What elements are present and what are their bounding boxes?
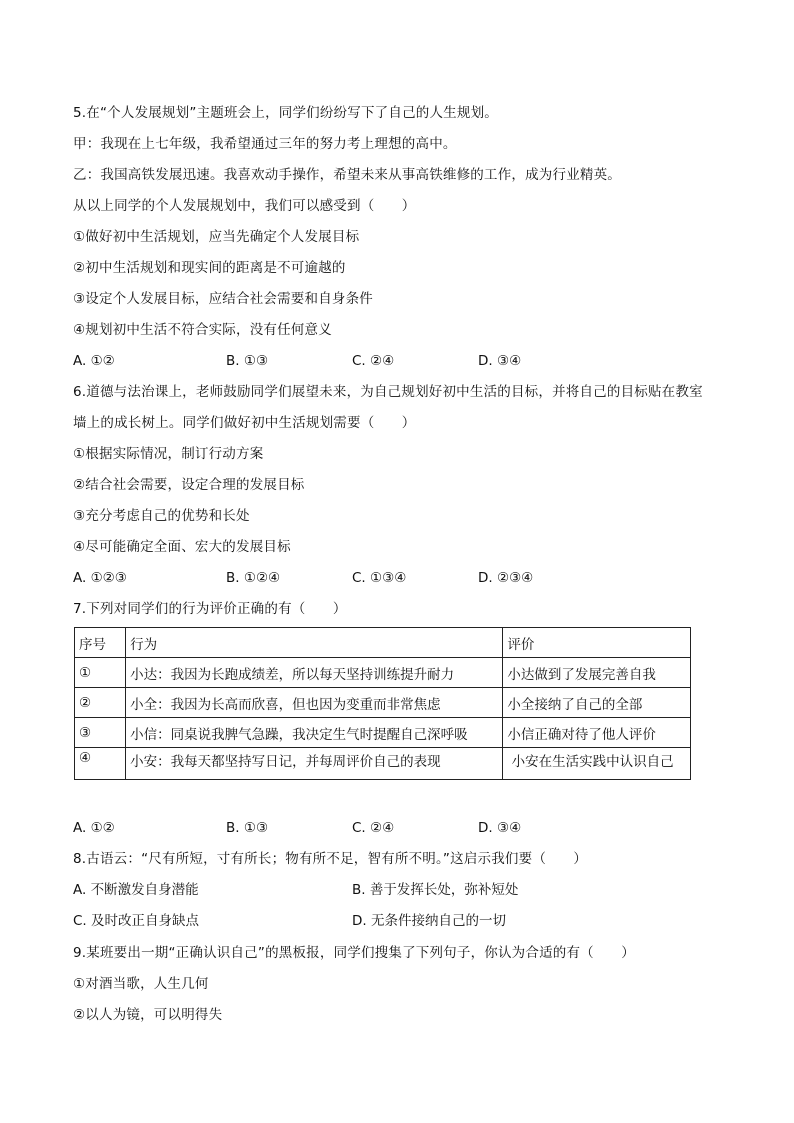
q7-option-a: A. ①② (73, 820, 115, 836)
q9-item-1: ①对酒当歌，人生几何 (73, 976, 209, 992)
q8-stem: 8.古语云：“尺有所短，寸有所长；物有所不足，智有所不明。”这启示我们要（ ） (73, 851, 588, 867)
q6-item-4: ④尽可能确定全面、宏大的发展目标 (73, 539, 291, 555)
table-row (75, 688, 691, 718)
col-header-evaluation: 评价 (503, 628, 691, 658)
row-number: ① (75, 658, 126, 688)
q6-item-1: ①根据实际情况，制订行动方案 (73, 446, 264, 462)
q6-stem-line1: 6.道德与法治课上，老师鼓励同学们展望未来，为自己规划好初中生活的目标，并将自己的目标贴在教室 (73, 384, 703, 400)
q5-option-d: D. ③④ (478, 353, 522, 369)
q8-option-c: C. 及时改正自身缺点 (73, 913, 200, 929)
row-evaluation: 小信正确对待了他人评价 (503, 718, 691, 748)
q6-option-c: C. ①③④ (352, 570, 407, 586)
table-header-row (75, 628, 691, 658)
q8-option-a: A. 不断激发自身潜能 (73, 882, 199, 898)
q7-option-d: D. ③④ (478, 820, 522, 836)
q8-option-b: B. 善于发挥长处，弥补短处 (352, 882, 519, 898)
q5-item-4: ④规划初中生活不符合实际，没有任何意义 (73, 322, 332, 338)
q7-option-b: B. ①③ (226, 820, 269, 836)
q5-student-b: 乙：我国高铁发展迅速。我喜欢动手操作，希望未来从事高铁维修的工作，成为行业精英。 (73, 167, 621, 183)
q7-stem: 7.下列对同学们的行为评价正确的有（ ） (73, 601, 347, 617)
row-evaluation: 小达做到了发展完善自我 (503, 658, 691, 688)
q9-item-2: ②以人为镜，可以明得失 (73, 1007, 223, 1023)
q8-option-d: D. 无条件接纳自己的一切 (352, 913, 506, 929)
q6-option-d: D. ②③④ (478, 570, 534, 586)
table-row (75, 748, 691, 780)
q6-item-2: ②结合社会需要，设定合理的发展目标 (73, 477, 305, 493)
q5-option-c: C. ②④ (352, 353, 395, 369)
row-behavior: 小全：我因为长高而欣喜，但也因为变重而非常焦虑 (126, 688, 503, 718)
row-behavior: 小安：我每天都坚持写日记，并每周评价自己的表现 (126, 748, 503, 780)
q5-student-a: 甲：我现在上七年级，我希望通过三年的努力考上理想的高中。 (73, 136, 457, 152)
q6-option-b: B. ①②④ (226, 570, 281, 586)
q5-item-3: ③设定个人发展目标，应结合社会需要和自身条件 (73, 291, 374, 307)
row-number: ③ (75, 718, 126, 748)
row-evaluation: 小全接纳了自己的全部 (503, 688, 691, 718)
q5-stem: 5.在“个人发展规划”主题班会上，同学们纷纷写下了自己的人生规划。 (73, 105, 498, 121)
row-evaluation: 小安在生活实践中认识自己 (503, 748, 691, 780)
q7-option-c: C. ②④ (352, 820, 395, 836)
q5-item-1: ①做好初中生活规划，应当先确定个人发展目标 (73, 229, 360, 245)
q5-option-b: B. ①③ (226, 353, 269, 369)
q5-item-2: ②初中生活规划和现实间的距离是不可逾越的 (73, 260, 346, 276)
q9-stem: 9.某班要出一期“正确认识自己”的黑板报，同学们搜集了下列句子，你认为合适的有（ ） (73, 945, 635, 961)
row-number: ② (75, 688, 126, 718)
q5-question: 从以上同学的个人发展规划中，我们可以感受到（ ） (73, 198, 416, 214)
table-row (75, 718, 691, 748)
q7-evaluation-table (74, 627, 691, 780)
q5-option-a: A. ①② (73, 353, 115, 369)
q6-item-3: ③充分考虑自己的优势和长处 (73, 508, 250, 524)
q6-stem-line2: 墙上的成长树上。同学们做好初中生活规划需要（ ） (73, 415, 416, 431)
q6-option-a: A. ①②③ (73, 570, 127, 586)
col-header-behavior: 行为 (126, 628, 503, 658)
table-row (75, 658, 691, 688)
row-behavior: 小信：同桌说我脾气急躁，我决定生气时提醒自己深呼吸 (126, 718, 503, 748)
row-number: ④ (75, 748, 126, 780)
col-header-number: 序号 (75, 628, 126, 658)
row-behavior: 小达：我因为长跑成绩差，所以每天坚持训练提升耐力 (126, 658, 503, 688)
